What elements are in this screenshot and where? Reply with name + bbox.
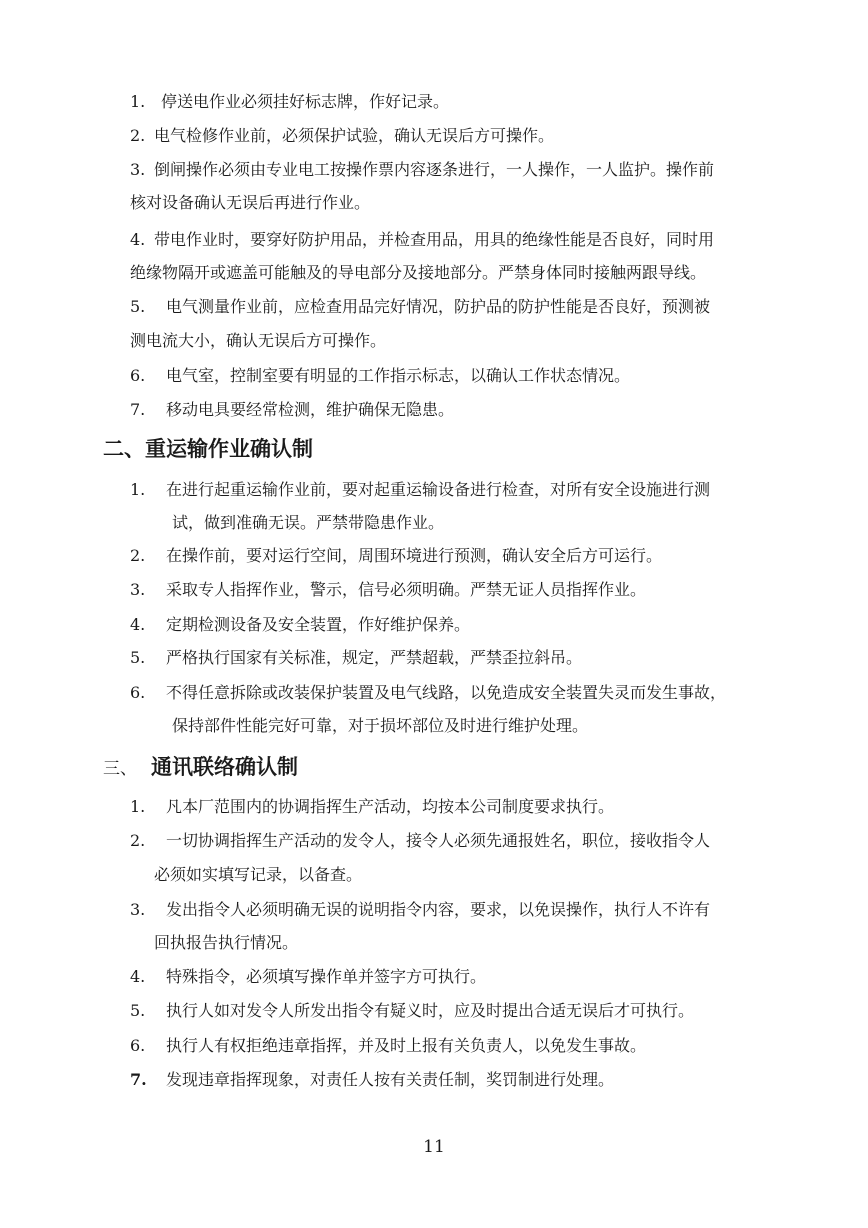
item-number: 5. [130, 1001, 146, 1020]
item-text: 特殊指令，必须填写操作单并签字方可执行。 [166, 967, 487, 986]
item-text: 发出指令人必须明确无误的说明指令内容，要求，以免误操作，执行人不许有 [166, 900, 711, 919]
item-text: 绝缘物隔开或遮盖可能触及的导电部分及接地部分。严禁身体同时接触两跟导线。 [130, 263, 707, 282]
section-number: 二、 [103, 437, 145, 461]
item-number: 1. [130, 480, 146, 499]
item-text: 倒闸操作必须由专业电工按操作票内容逐条进行，一人操作，一人监护。操作前 [154, 160, 715, 179]
item-number: 4. [130, 967, 146, 986]
item-text: 带电作业时，要穿好防护用品，并检查用品，用具的绝缘性能是否良好，同时用 [154, 230, 715, 249]
item-number: 1. [130, 92, 146, 111]
item-text: 回执报告执行情况。 [154, 933, 299, 952]
item-number: 2. [130, 546, 146, 565]
item-text: 在进行起重运输作业前，要对起重运输设备进行检查，对所有安全设施进行测 [166, 480, 711, 499]
item-text: 一切协调指挥生产活动的发令人，接令人必须先通报姓名，职位，接收指令人 [166, 831, 711, 850]
item-number: 3. [130, 900, 146, 919]
item-number: 6. [130, 366, 146, 385]
item-number: 7. [130, 1070, 147, 1089]
section-heading [103, 436, 313, 462]
item-text: 采取专人指挥作业，警示，信号必须明确。严禁无证人员指挥作业。 [166, 580, 647, 599]
item-number: 4. [130, 230, 146, 249]
item-text: 电气室，控制室要有明显的工作指示标志，以确认工作状态情况。 [166, 366, 631, 385]
item-text: 电气检修作业前，必须保护试验，确认无误后方可操作。 [154, 126, 555, 145]
item-text: 定期检测设备及安全装置，作好维护保养。 [166, 615, 471, 634]
item-number: 2. [130, 831, 146, 850]
item-number: 3. [130, 580, 146, 599]
item-text: 必须如实填写记录，以备查。 [154, 865, 363, 884]
item-text: 执行人如对发令人所发出指令有疑义时，应及时提出合适无误后才可执行。 [166, 1001, 695, 1020]
item-number: 2. [130, 126, 146, 145]
item-text: 电气测量作业前，应检查用品完好情况，防护品的防护性能是否良好，预测被 [166, 297, 711, 316]
item-text: 测电流大小，确认无误后方可操作。 [130, 331, 387, 350]
section-number: 三、 [103, 759, 137, 779]
item-text: 发现违章指挥现象，对责任人按有关责任制，奖罚制进行处理。 [166, 1070, 615, 1089]
item-number: 6. [130, 683, 146, 702]
page-number: 11 [423, 1137, 445, 1157]
item-number: 5. [130, 648, 146, 667]
section-title: 通讯联络确认制 [151, 755, 298, 779]
item-text: 移动电具要经常检测，维护确保无隐患。 [166, 400, 455, 419]
item-text: 保持部件性能完好可靠，对于损坏部位及时进行维护处理。 [172, 716, 589, 735]
item-text: 不得任意拆除或改装保护装置及电气线路，以免造成安全装置失灵而发生事故， [166, 683, 727, 702]
item-number: 7. [130, 400, 146, 419]
item-number: 1. [130, 797, 146, 816]
item-text: 试，做到准确无误。严禁带隐患作业。 [172, 513, 445, 532]
item-number: 3. [130, 160, 146, 179]
item-number: 4. [130, 615, 146, 634]
item-text: 执行人有权拒绝违章指挥，并及时上报有关负责人，以免发生事故。 [166, 1036, 647, 1055]
section-title: 重运输作业确认制 [145, 437, 313, 461]
section-heading [103, 754, 298, 782]
item-text: 凡本厂范围内的协调指挥生产活动，均按本公司制度要求执行。 [166, 797, 615, 816]
item-number: 5. [130, 297, 146, 316]
item-text: 核对设备确认无误后再进行作业。 [130, 193, 371, 212]
item-number: 6. [130, 1036, 146, 1055]
item-text: 在操作前，要对运行空间，周围环境进行预测，确认安全后方可运行。 [166, 546, 663, 565]
item-text: 停送电作业必须挂好标志牌，作好记录。 [161, 92, 450, 111]
item-text: 严格执行国家有关标准，规定，严禁超载，严禁歪拉斜吊。 [166, 648, 583, 667]
